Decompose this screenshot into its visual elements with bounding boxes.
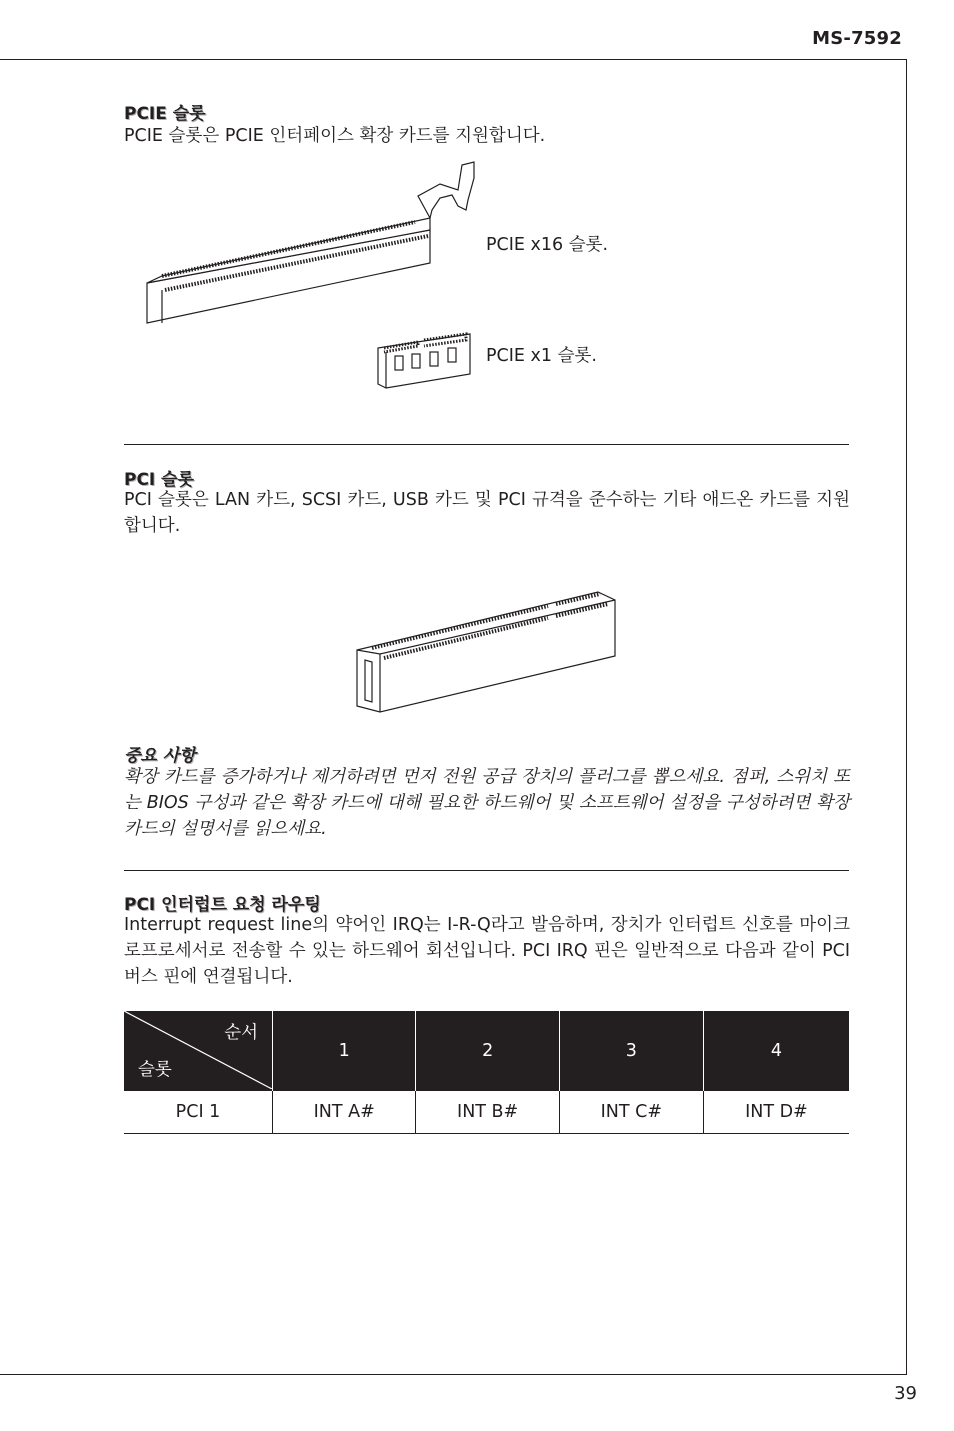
table-header-row	[124, 1011, 849, 1091]
order-label: 순서	[224, 1023, 258, 1043]
page-number: 39	[894, 1383, 917, 1404]
table-cell: INT C#	[559, 1091, 703, 1134]
table-row	[124, 1091, 849, 1134]
pci-heading: PCI 슬롯	[124, 470, 195, 490]
important-note-text: 확장 카드를 증가하거나 제거하려면 먼저 전원 공급 장치의 플러그를 뽑으세요. 점퍼, 스위치 또는 BIOS 구성과 같은 확장 카드에 대해 필요한 하드웨어 및 소프트웨어 설정을 구성하려면 확장 카드의 설명서를 읽으세요.	[124, 767, 850, 839]
table-cell: INT D#	[703, 1091, 849, 1134]
irq-description: Interrupt request line의 약어인 IRQ는 I-R-Q라고 발음하며, 장치가 인터럽트 신호를 마이크로프로세서로 전송할 수 있는 하드웨어 회선입니다. PCI IRQ 핀은 일반적으로 다음과 같이 PCI 버스 핀에 연결됩니다.	[124, 915, 850, 987]
pcie-x1-label: PCIE x1 슬롯.	[486, 346, 597, 366]
pcie-x1-slot-illustration	[378, 334, 470, 388]
column-header: 1	[273, 1011, 416, 1091]
column-header: 2	[416, 1011, 559, 1091]
table-corner-cell	[124, 1011, 273, 1091]
slot-label: 슬롯	[138, 1060, 172, 1080]
section-divider	[124, 444, 849, 445]
pcie-heading: PCIE 슬롯	[124, 104, 206, 124]
footer-rule	[0, 1374, 907, 1375]
important-note-heading: 중요 사항	[124, 746, 196, 766]
pcie-x16-label: PCIE x16 슬롯.	[486, 235, 609, 255]
table-cell: INT B#	[416, 1091, 559, 1134]
model-number: MS-7592	[812, 28, 902, 49]
column-header: 3	[559, 1011, 703, 1091]
column-header: 4	[703, 1011, 849, 1091]
pci-description: PCI 슬롯은 LAN 카드, SCSI 카드, USB 카드 및 PCI 규격을 준수하는 기타 애드온 카드를 지원합니다.	[124, 490, 850, 536]
section-divider	[124, 870, 849, 871]
irq-routing-table	[124, 1011, 849, 1134]
slot-name-cell: PCI 1	[124, 1091, 273, 1134]
pcie-description: PCIE 슬롯은 PCIE 인터페이스 확장 카드를 지원합니다.	[124, 126, 546, 146]
pci-slot-illustration	[357, 592, 615, 712]
pcie-x16-slot-illustration	[147, 162, 474, 323]
irq-heading: PCI 인터럽트 요청 라우팅	[124, 895, 321, 915]
table-cell: INT A#	[273, 1091, 416, 1134]
